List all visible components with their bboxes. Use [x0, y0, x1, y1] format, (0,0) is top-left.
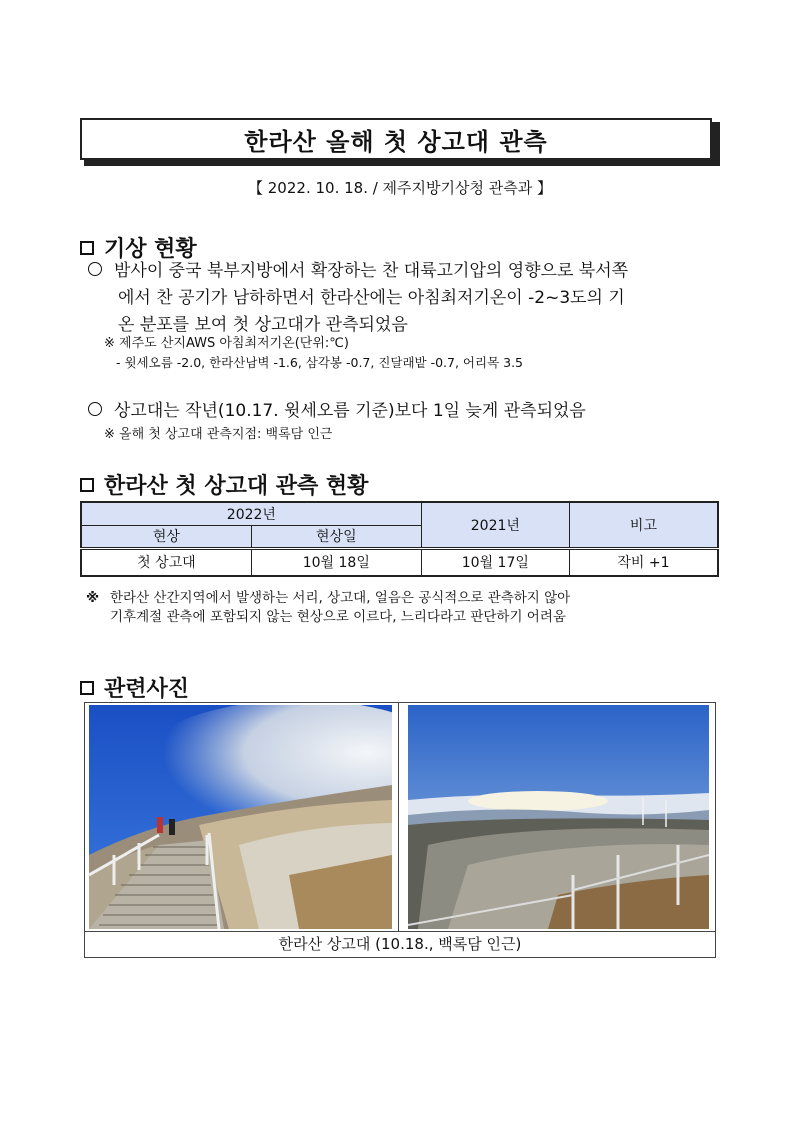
- header-phenomenon: 현상: [81, 525, 251, 548]
- square-bullet-icon: [80, 241, 94, 255]
- square-bullet-icon: [80, 478, 94, 492]
- bullet-1-line-2: 에서 찬 공기가 남하하면서 한라산에는 아침최저기온이 -2~3도의 기: [118, 288, 625, 308]
- note-aws-values: - 윗세오름 -2.0, 한라산남벽 -1.6, 삼각봉 -0.7, 진달래밭 -0.7, 어리목 3.5: [116, 355, 524, 370]
- note-aws: ※ 제주도 산지AWS 아침최저기온(단위:℃): [104, 336, 349, 351]
- footnote-line-1: 한라산 산간지역에서 발생하는 서리, 상고대, 얼음은 공식적으로 관측하지 않아: [110, 590, 571, 606]
- cell-phenomenon: 첫 상고대: [81, 548, 251, 576]
- table-row: [81, 548, 718, 576]
- photo-divider: [398, 703, 399, 931]
- circle-bullet-icon: [88, 262, 102, 276]
- header-remark: 비고: [569, 502, 718, 548]
- section-heading-photos: 관련사진: [80, 672, 189, 703]
- document-title: 한라산 올해 첫 상고대 관측: [80, 118, 712, 160]
- caption-divider: [85, 931, 715, 932]
- header-2022: 2022년: [81, 502, 421, 525]
- section-heading-weather: 기상 현황: [80, 232, 197, 263]
- bullet-1: 밤사이 중국 북부지방에서 확장하는 찬 대륙고기압의 영향으로 북서쪽: [88, 258, 628, 285]
- cell-date-2022: 10월 18일: [251, 548, 421, 576]
- header-2021: 2021년: [421, 502, 569, 548]
- circle-bullet-icon: [88, 402, 102, 416]
- square-bullet-icon: [80, 681, 94, 695]
- cell-date-2021: 10월 17일: [421, 548, 569, 576]
- photo-mountain-stairs: [89, 705, 392, 929]
- header-date: 현상일: [251, 525, 421, 548]
- photo-frosted-plateau: [408, 705, 709, 929]
- bullet-2: 상고대는 작년(10.17. 윗세오름 기준)보다 1일 늦게 관측되었음: [88, 398, 586, 425]
- note-location: ※ 올해 첫 상고대 관측지점: 백록담 인근: [104, 427, 333, 442]
- section-heading-observation: 한라산 첫 상고대 관측 현황: [80, 469, 368, 500]
- footnote-mark: ※: [86, 590, 100, 606]
- bullet-1-line-3: 온 분포를 보여 첫 상고대가 관측되었음: [118, 315, 408, 335]
- photo-caption: 한라산 상고대 (10.18., 백록담 인근): [278, 935, 522, 953]
- date-line: 【 2022. 10. 18. / 제주지방기상청 관측과 】: [248, 179, 552, 197]
- cell-remark: 작비 +1: [569, 548, 718, 576]
- footnote-line-2: 기후계절 관측에 포함되지 않는 현상으로 이르다, 느리다라고 판단하기 어려움: [110, 609, 566, 625]
- observation-table: [80, 501, 719, 577]
